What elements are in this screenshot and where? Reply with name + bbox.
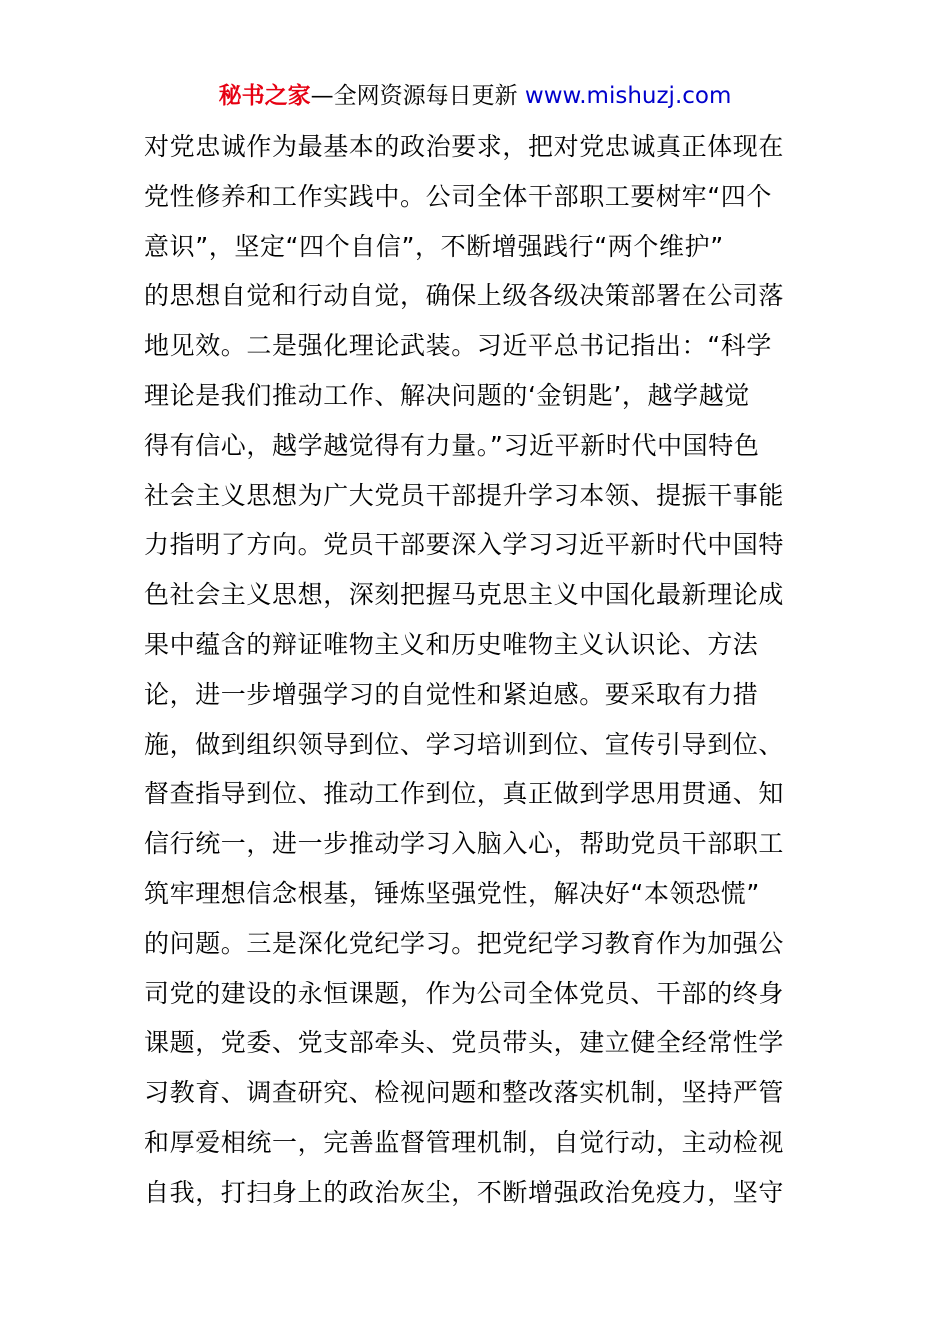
body-line: 筑牢理想信念根基，锤炼坚强党性，解决好“本领恐慌” (144, 878, 760, 908)
body-line: 论，进一步增强学习的自觉性和紧迫感。要采取有力措 (144, 679, 759, 709)
header-tagline: —全网资源每日更新 (310, 83, 525, 109)
body-line: 意识”，坚定“四个自信”，不断增强践行“两个维护” (144, 231, 724, 261)
body-line: 党性修养和工作实践中。公司全体干部职工要树牢“四个 (144, 181, 772, 211)
body-line: 理论是我们推动工作、解决问题的‘金钥匙’，越学越觉 (144, 380, 750, 410)
body-line: 课题，党委、党支部牵头、党员带头，建立健全经常性学 (144, 1028, 785, 1058)
body-line: 社会主义思想为广大党员干部提升学习本领、提振干事能 (144, 480, 785, 510)
site-url-link[interactable]: www.mishuzj.com (524, 83, 732, 109)
body-line: 施，做到组织领导到位、学习培训到位、宣传引导到位、 (144, 729, 785, 759)
document-body (144, 122, 809, 1218)
body-line: 司党的建设的永恒课题，作为公司全体党员、干部的终身 (144, 978, 785, 1008)
body-line: 对党忠诚作为最基本的政治要求，把对党忠诚真正体现在 (144, 132, 785, 161)
body-line: 地见效。二是强化理论武装。习近平总书记指出：“科学 (144, 331, 772, 361)
body-line: 督查指导到位、推动工作到位，真正做到学思用贯通、知 (144, 779, 785, 809)
body-line: 得有信心，越学越觉得有力量。”习近平新时代中国特色 (144, 430, 760, 460)
body-line: 果中蕴含的辩证唯物主义和历史唯物主义认识论、方法 (144, 629, 759, 659)
body-line: 自我，打扫身上的政治灰尘，不断增强政治免疫力，坚守 (144, 1177, 785, 1207)
page-header (0, 80, 950, 112)
brand-name: 秘书之家 (218, 83, 311, 109)
body-line: 力指明了方向。党员干部要深入学习习近平新时代中国特 (144, 530, 785, 560)
body-line: 的思想自觉和行动自觉，确保上级各级决策部署在公司落 (144, 281, 785, 311)
body-line: 习教育、调查研究、检视问题和整改落实机制，坚持严管 (144, 1078, 785, 1108)
body-line: 的问题。三是深化党纪学习。把党纪学习教育作为加强公 (144, 928, 785, 958)
body-line: 信行统一，进一步推动学习入脑入心，帮助党员干部职工 (144, 829, 785, 859)
body-line: 和厚爱相统一，完善监督管理机制，自觉行动，主动检视 (144, 1127, 785, 1157)
body-line: 色社会主义思想，深刻把握马克思主义中国化最新理论成 (144, 580, 785, 610)
